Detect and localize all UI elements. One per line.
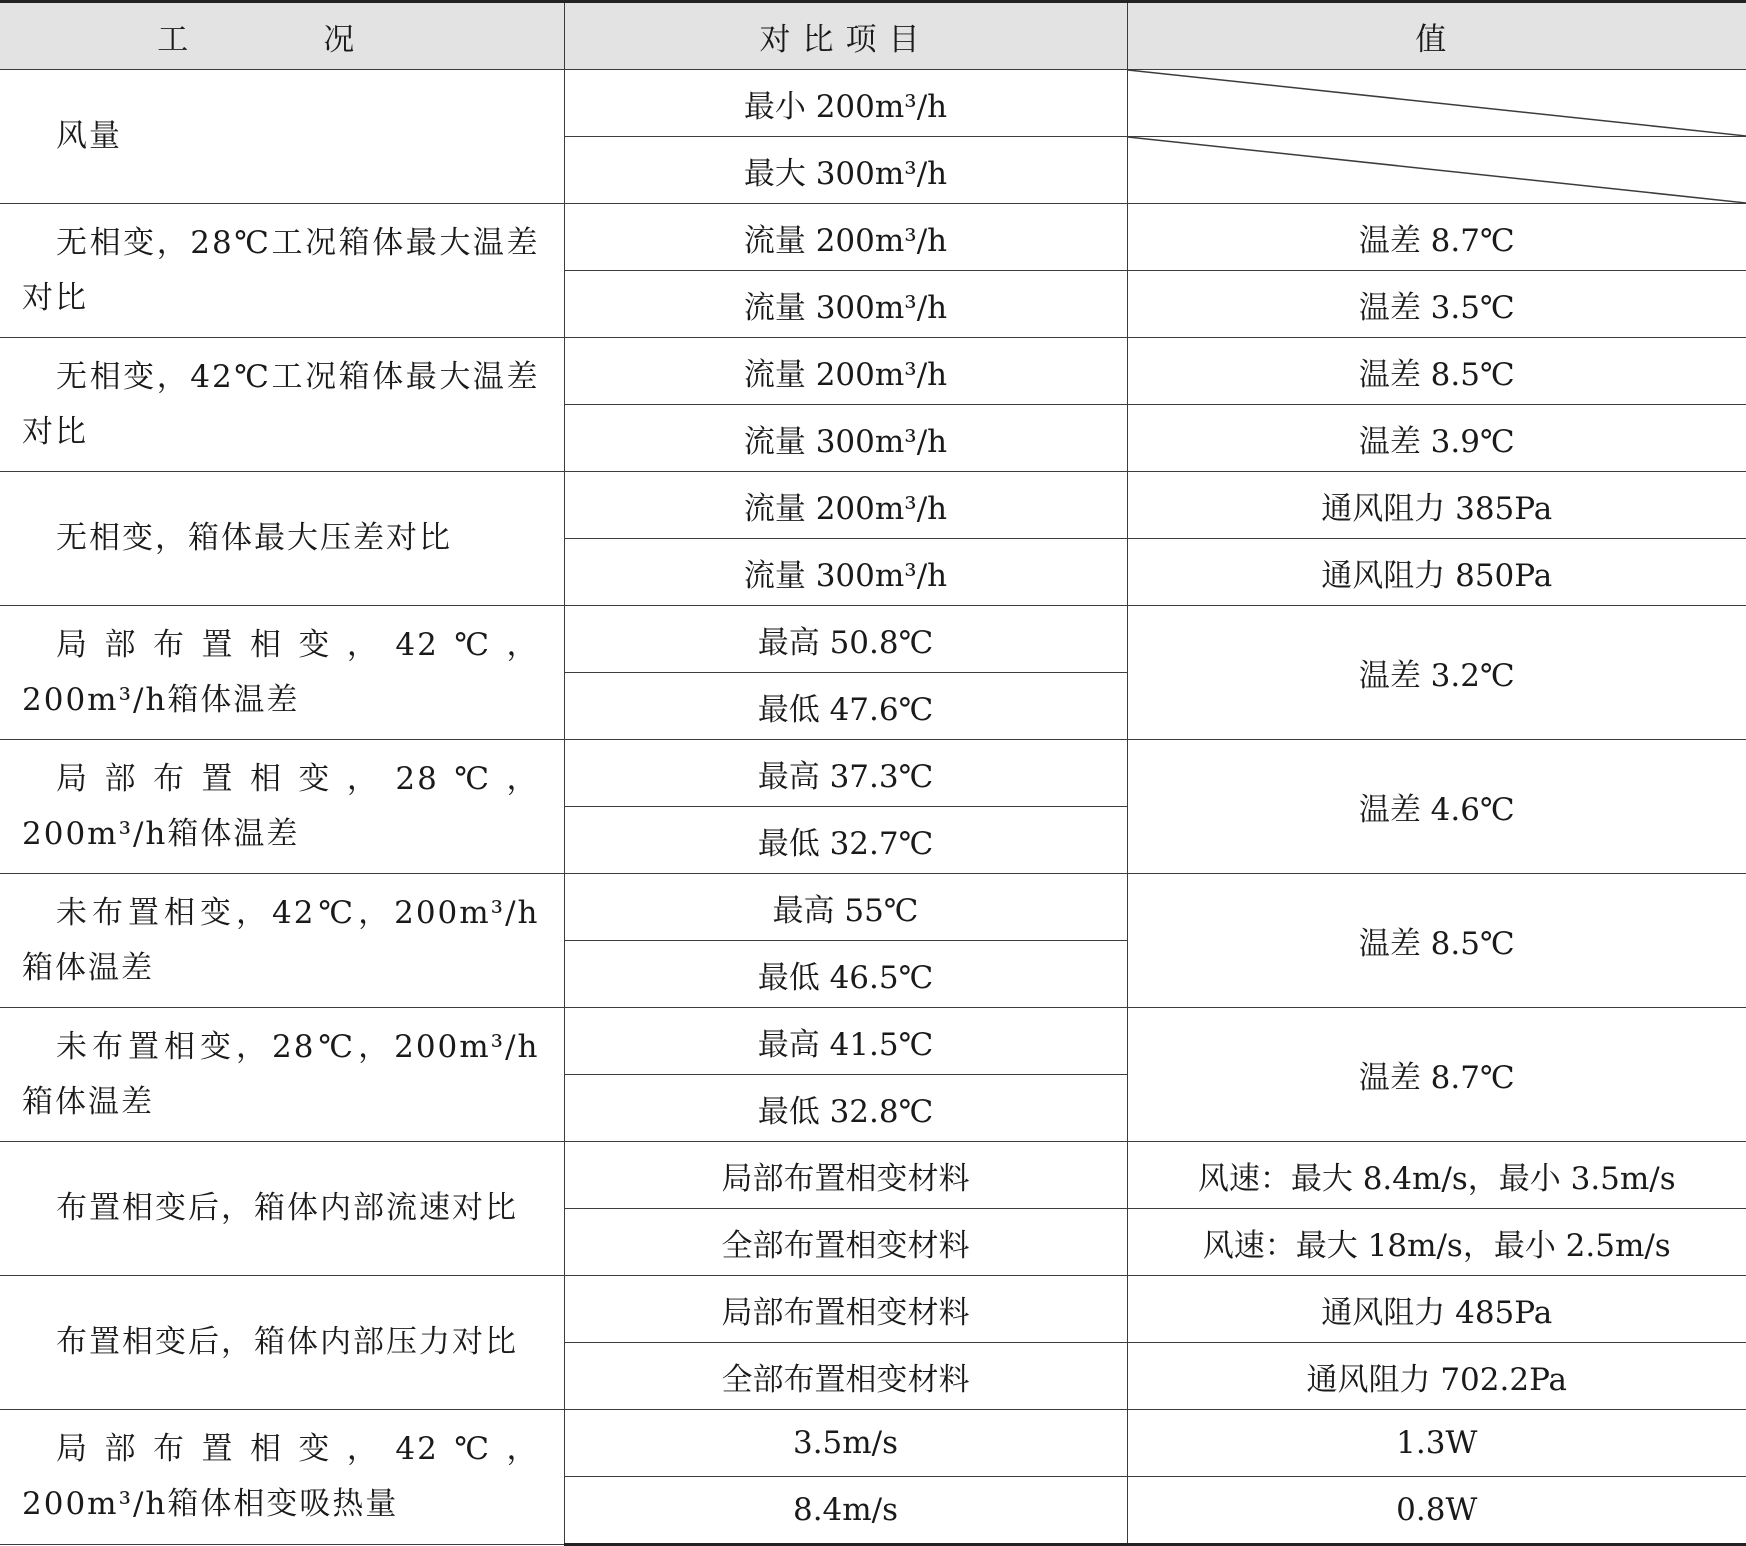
item-cell: 最低 32.8℃ — [564, 1075, 1127, 1142]
value-cell: 1.3W — [1127, 1410, 1746, 1477]
value-cell: 风速：最大 18m/s，最小 2.5m/s — [1127, 1209, 1746, 1276]
item-cell: 流量 300m³/h — [564, 271, 1127, 338]
condition-cell: 布置相变后，箱体内部压力对比 — [0, 1276, 564, 1410]
item-cell: 流量 200m³/h — [564, 204, 1127, 271]
table-row — [0, 740, 1746, 807]
condition-cell: 局部布置相变，42℃，200m³/h箱体温差 — [0, 606, 564, 740]
empty-value-cell — [1127, 70, 1746, 137]
condition-cell: 无相变，28℃工况箱体最大温差对比 — [0, 204, 564, 338]
value-cell: 温差 3.2℃ — [1127, 606, 1746, 740]
value-cell: 通风阻力 702.2Pa — [1127, 1343, 1746, 1410]
table-row — [0, 1008, 1746, 1075]
condition-cell: 无相变，箱体最大压差对比 — [0, 472, 564, 606]
value-cell: 温差 8.7℃ — [1127, 204, 1746, 271]
condition-cell: 无相变，42℃工况箱体最大温差对比 — [0, 338, 564, 472]
item-cell: 最低 32.7℃ — [564, 807, 1127, 874]
condition-cell: 布置相变后，箱体内部流速对比 — [0, 1142, 564, 1276]
condition-cell: 局部布置相变，42℃，200m³/h箱体相变吸热量 — [0, 1410, 564, 1545]
value-cell: 温差 8.7℃ — [1127, 1008, 1746, 1142]
table-row — [0, 1410, 1746, 1477]
value-cell: 温差 4.6℃ — [1127, 740, 1746, 874]
table-row — [0, 874, 1746, 941]
item-cell: 最低 47.6℃ — [564, 673, 1127, 740]
header-condition: 工 况 — [0, 2, 564, 70]
item-cell: 局部布置相变材料 — [564, 1142, 1127, 1209]
value-cell: 温差 3.5℃ — [1127, 271, 1746, 338]
table-row — [0, 338, 1746, 405]
item-cell: 流量 300m³/h — [564, 405, 1127, 472]
item-cell: 最高 41.5℃ — [564, 1008, 1127, 1075]
item-cell: 流量 200m³/h — [564, 338, 1127, 405]
item-cell: 最大 300m³/h — [564, 137, 1127, 204]
item-cell: 最高 37.3℃ — [564, 740, 1127, 807]
value-cell: 风速：最大 8.4m/s，最小 3.5m/s — [1127, 1142, 1746, 1209]
condition-cell: 风量 — [0, 70, 564, 204]
item-cell: 全部布置相变材料 — [564, 1209, 1127, 1276]
item-cell: 最小 200m³/h — [564, 70, 1127, 137]
condition-cell: 未布置相变，28℃，200m³/h 箱体温差 — [0, 1008, 564, 1142]
table-row — [0, 1276, 1746, 1343]
item-cell: 最高 50.8℃ — [564, 606, 1127, 673]
diagonal-slash — [1128, 137, 1746, 203]
diagonal-slash — [1128, 70, 1746, 136]
item-cell: 全部布置相变材料 — [564, 1343, 1127, 1410]
table-row — [0, 472, 1746, 539]
value-cell: 温差 8.5℃ — [1127, 874, 1746, 1008]
value-cell: 通风阻力 485Pa — [1127, 1276, 1746, 1343]
item-cell: 流量 300m³/h — [564, 539, 1127, 606]
header-row — [0, 2, 1746, 70]
item-cell: 最低 46.5℃ — [564, 941, 1127, 1008]
item-cell: 3.5m/s — [564, 1410, 1127, 1477]
header-item: 对比项目 — [564, 2, 1127, 70]
item-cell: 流量 200m³/h — [564, 472, 1127, 539]
header-value: 值 — [1127, 2, 1746, 70]
value-cell: 温差 8.5℃ — [1127, 338, 1746, 405]
value-cell: 通风阻力 385Pa — [1127, 472, 1746, 539]
table-row — [0, 70, 1746, 137]
value-cell: 温差 3.9℃ — [1127, 405, 1746, 472]
item-cell: 最高 55℃ — [564, 874, 1127, 941]
condition-cell: 未布置相变，42℃，200m³/h 箱体温差 — [0, 874, 564, 1008]
condition-cell: 局部布置相变，28℃，200m³/h箱体温差 — [0, 740, 564, 874]
item-cell: 8.4m/s — [564, 1477, 1127, 1545]
value-cell: 通风阻力 850Pa — [1127, 539, 1746, 606]
table-row — [0, 606, 1746, 673]
item-cell: 局部布置相变材料 — [564, 1276, 1127, 1343]
empty-value-cell — [1127, 137, 1746, 204]
table-row — [0, 1142, 1746, 1209]
value-cell: 0.8W — [1127, 1477, 1746, 1545]
table-row — [0, 204, 1746, 271]
